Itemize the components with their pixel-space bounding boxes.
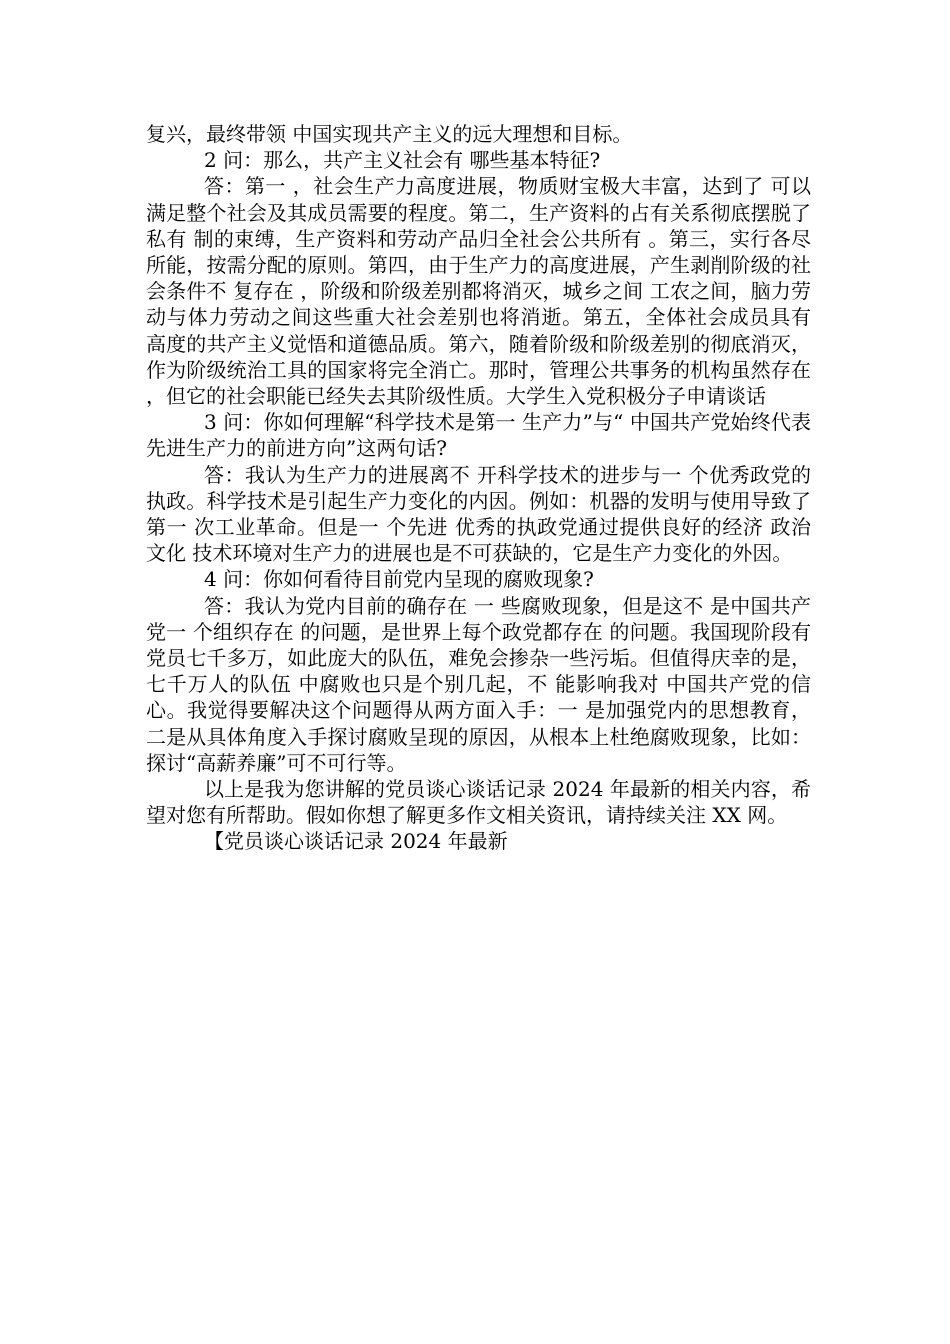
closing-paragraph: 以上是我为您讲解的党员谈心谈话记录 2024 年最新的相关内容，希望对您有所帮助。假如你想了解更多作文相关资讯，请持续关注 XX 网。 bbox=[146, 777, 811, 828]
answer-2: 答：第一 ，社会生产力高度进展，物质财宝极大丰富，达到了 可以满足整个社会及其成员需要的程度。第二，生产资料的占有关系彻底摆脱了 私有 制的束缚，生产资料和劳动产品归全社会公共所有 。第三，实行各尽所能，按需分配的原则。第四，由于生产力的高度进展，产生剥削阶级的社会条件不 复存在 ，阶级和阶级差别都将消灭，城乡之间 工农之间，脑力劳动与体力劳动之间这些重大社会差别也将消逝。第五，全体社会成员具有 高度的共产主义觉悟和道德品质。第六，随着阶级和阶级差别的彻底消灭，作为阶级统治工具的国家将完全消亡。那时，管理公共事务的机构虽然存在 ，但它的社会职能已经失去其阶级性质。大学生入党积极分子申请谈话 bbox=[146, 174, 811, 409]
question-4: 4 问：你如何看待目前党内呈现的腐败现象? bbox=[204, 567, 594, 592]
trailing-title: 【党员谈心谈话记录 2024 年最新 bbox=[204, 829, 508, 854]
answer-3: 答：我认为生产力的进展离不 开科学技术的进步与一 个优秀政党的执政。科学技术是引起生产力变化的内因。例如：机器的发明与使用导致了 第一 次工业革命。但是一 个先进 优秀的执政党通过提供良好的经济 政治 文化 技术环境对生产力的进展也是不可获缺的，它是生产力变化的外因。 bbox=[146, 462, 811, 566]
answer-4: 答：我认为党内目前的确存在 一 些腐败现象，但是这不 是中国共产党一 个组织存在 的问题，是世界上每个政党都存在 的问题。我国现阶段有 党员七千多万，如此庞大的队伍，难免会掺杂一些污垢。但值得庆幸的是，七千万人的队伍 中腐败也只是个别几起，不 能影响我对 中国共产党的信心。我觉得要解决这个问题得从两方面入手：一 是加强党内的思想教育，二是从具体角度入手探讨腐败呈现的原因，从根本上杜绝腐败现象，比如：探讨“高薪养廉”可不可行等。 bbox=[146, 593, 811, 775]
question-3: 3 问：你如何理解“科学技术是第一 生产力”与“ 中国共产党始终代表先进生产力的前进方向”这两句话? bbox=[146, 410, 811, 461]
document-body bbox=[146, 121, 811, 855]
paragraph-continuation: 复兴，最终带领 中国实现共产主义的远大理想和目标。 bbox=[146, 122, 633, 146]
question-2: 2 问：那么，共产主义社会有 哪些基本特征? bbox=[204, 148, 601, 173]
